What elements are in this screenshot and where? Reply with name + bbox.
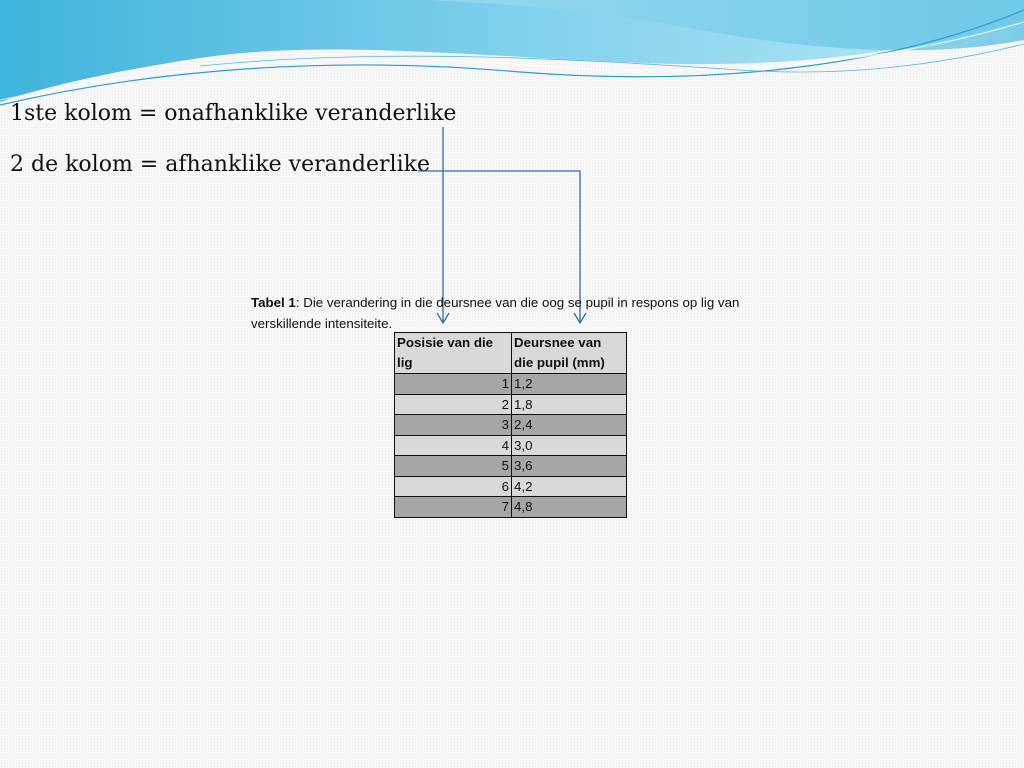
- header-position: Posisie van die lig: [395, 333, 512, 374]
- table-caption: [251, 292, 771, 334]
- table-row: [395, 476, 627, 497]
- heading-dependent-variable: 2 de kolom = afhanklike veranderlike: [10, 152, 430, 177]
- table-row: [395, 435, 627, 456]
- cell-diameter: 1,8: [512, 394, 627, 415]
- table-row: [395, 415, 627, 436]
- table-row: [395, 374, 627, 395]
- cell-position: 5: [395, 456, 512, 477]
- cell-position: 6: [395, 476, 512, 497]
- table-caption-text: : Die verandering in die deursnee van die oog se pupil in respons op lig van verskillende intensiteite.: [251, 295, 740, 331]
- decorative-wave-header: [0, 0, 1024, 110]
- cell-position: 2: [395, 394, 512, 415]
- cell-diameter: 4,8: [512, 497, 627, 518]
- cell-diameter: 2,4: [512, 415, 627, 436]
- table-header-row: [395, 333, 627, 374]
- heading-independent-variable: 1ste kolom = onafhanklike veranderlike: [10, 101, 457, 126]
- cell-diameter: 3,0: [512, 435, 627, 456]
- cell-diameter: 3,6: [512, 456, 627, 477]
- table-row: [395, 394, 627, 415]
- cell-position: 1: [395, 374, 512, 395]
- cell-position: 7: [395, 497, 512, 518]
- pupil-data-table: [394, 332, 627, 518]
- table-row: [395, 497, 627, 518]
- cell-diameter: 1,2: [512, 374, 627, 395]
- cell-position: 3: [395, 415, 512, 436]
- header-diameter: Deursnee van die pupil (mm): [512, 333, 627, 374]
- table-row: [395, 456, 627, 477]
- cell-position: 4: [395, 435, 512, 456]
- cell-diameter: 4,2: [512, 476, 627, 497]
- table-caption-label: Tabel 1: [251, 295, 296, 310]
